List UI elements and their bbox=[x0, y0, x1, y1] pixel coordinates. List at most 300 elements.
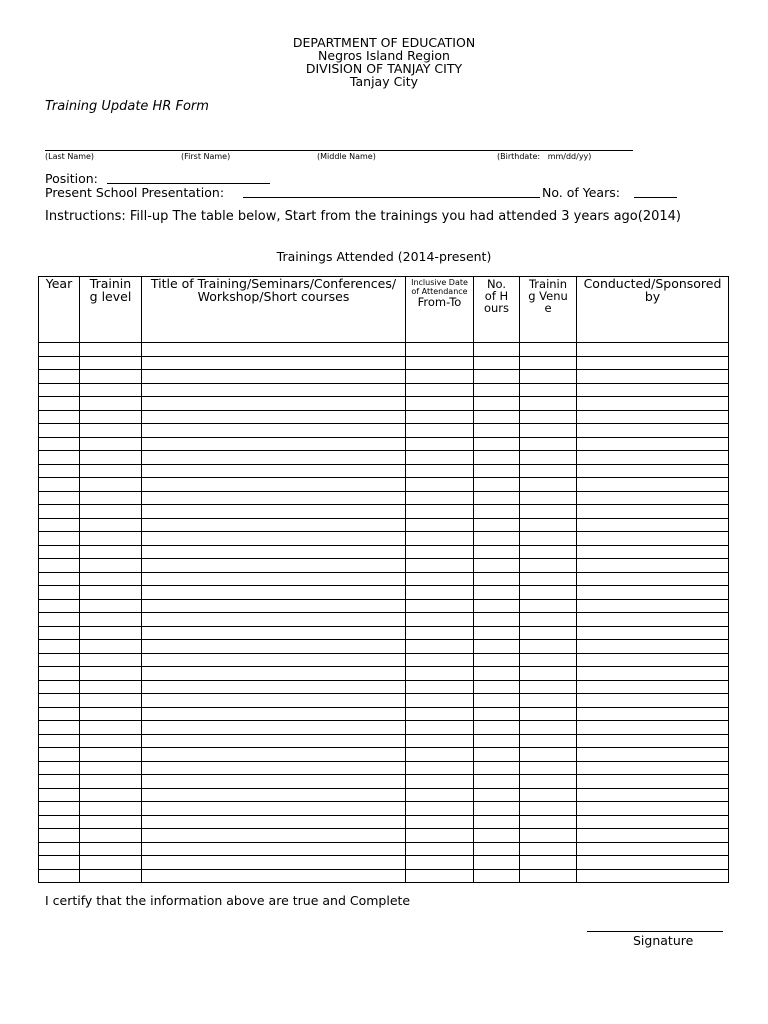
table-cell[interactable] bbox=[142, 667, 406, 681]
table-cell[interactable] bbox=[80, 626, 142, 640]
table-cell[interactable] bbox=[406, 599, 474, 613]
table-cell[interactable] bbox=[577, 545, 729, 559]
table-cell[interactable] bbox=[142, 464, 406, 478]
table-cell[interactable] bbox=[474, 856, 520, 870]
table-cell[interactable] bbox=[406, 680, 474, 694]
table-cell[interactable] bbox=[474, 599, 520, 613]
table-cell[interactable] bbox=[474, 451, 520, 465]
table-cell[interactable] bbox=[80, 829, 142, 843]
table-cell[interactable] bbox=[474, 518, 520, 532]
table-cell[interactable] bbox=[520, 586, 577, 600]
table-cell[interactable] bbox=[520, 667, 577, 681]
table-cell[interactable] bbox=[39, 572, 80, 586]
table-cell[interactable] bbox=[80, 707, 142, 721]
table-cell[interactable] bbox=[80, 761, 142, 775]
table-cell[interactable] bbox=[80, 694, 142, 708]
table-cell[interactable] bbox=[520, 694, 577, 708]
table-cell[interactable] bbox=[39, 559, 80, 573]
table-cell[interactable] bbox=[474, 559, 520, 573]
table-cell[interactable] bbox=[39, 734, 80, 748]
table-cell[interactable] bbox=[577, 842, 729, 856]
table-cell[interactable] bbox=[577, 815, 729, 829]
table-row bbox=[39, 640, 729, 654]
table-cell[interactable] bbox=[474, 437, 520, 451]
table-cell[interactable] bbox=[80, 356, 142, 370]
last-name-label: (Last Name) bbox=[45, 152, 95, 161]
table-cell[interactable] bbox=[142, 707, 406, 721]
table-cell[interactable] bbox=[80, 842, 142, 856]
table-cell[interactable] bbox=[474, 842, 520, 856]
table-cell[interactable] bbox=[406, 586, 474, 600]
table-cell[interactable] bbox=[406, 424, 474, 438]
table-cell[interactable] bbox=[80, 586, 142, 600]
table-cell[interactable] bbox=[142, 559, 406, 573]
table-cell[interactable] bbox=[406, 721, 474, 735]
table-cell[interactable] bbox=[406, 653, 474, 667]
table-cell[interactable] bbox=[142, 370, 406, 384]
table-cell[interactable] bbox=[474, 640, 520, 654]
table-cell[interactable] bbox=[39, 437, 80, 451]
table-cell[interactable] bbox=[142, 491, 406, 505]
table-cell[interactable] bbox=[474, 478, 520, 492]
table-cell[interactable] bbox=[142, 478, 406, 492]
table-cell[interactable] bbox=[142, 761, 406, 775]
table-cell[interactable] bbox=[406, 748, 474, 762]
table-cell[interactable] bbox=[577, 761, 729, 775]
table-cell[interactable] bbox=[39, 775, 80, 789]
table-cell[interactable] bbox=[474, 464, 520, 478]
table-cell[interactable] bbox=[520, 613, 577, 627]
table-cell[interactable] bbox=[80, 802, 142, 816]
table-cell[interactable] bbox=[520, 721, 577, 735]
table-cell[interactable] bbox=[474, 424, 520, 438]
table-cell[interactable] bbox=[577, 586, 729, 600]
table-cell[interactable] bbox=[577, 518, 729, 532]
table-cell[interactable] bbox=[80, 734, 142, 748]
table-cell[interactable] bbox=[474, 775, 520, 789]
table-cell[interactable] bbox=[39, 545, 80, 559]
table-cell[interactable] bbox=[142, 572, 406, 586]
table-cell[interactable] bbox=[577, 640, 729, 654]
table-row bbox=[39, 559, 729, 573]
table-row bbox=[39, 586, 729, 600]
table-cell[interactable] bbox=[80, 491, 142, 505]
table-cell[interactable] bbox=[577, 437, 729, 451]
table-cell[interactable] bbox=[520, 464, 577, 478]
form-title: Training Update HR Form bbox=[45, 99, 209, 114]
table-cell[interactable] bbox=[520, 424, 577, 438]
table-cell[interactable] bbox=[520, 356, 577, 370]
table-cell[interactable] bbox=[474, 761, 520, 775]
table-cell[interactable] bbox=[39, 370, 80, 384]
table-cell[interactable] bbox=[577, 829, 729, 843]
table-cell[interactable] bbox=[577, 424, 729, 438]
table-cell[interactable] bbox=[80, 451, 142, 465]
table-cell[interactable] bbox=[474, 491, 520, 505]
table-cell[interactable] bbox=[406, 451, 474, 465]
table-cell[interactable] bbox=[577, 505, 729, 519]
table-cell[interactable] bbox=[474, 505, 520, 519]
table-cell[interactable] bbox=[142, 437, 406, 451]
table-cell[interactable] bbox=[142, 397, 406, 411]
table-cell[interactable] bbox=[406, 343, 474, 357]
table-cell[interactable] bbox=[474, 734, 520, 748]
table-cell[interactable] bbox=[39, 856, 80, 870]
table-cell[interactable] bbox=[80, 599, 142, 613]
table-cell[interactable] bbox=[39, 410, 80, 424]
table-cell[interactable] bbox=[520, 599, 577, 613]
table-cell[interactable] bbox=[520, 734, 577, 748]
table-cell[interactable] bbox=[406, 707, 474, 721]
table-cell[interactable] bbox=[80, 424, 142, 438]
table-cell[interactable] bbox=[520, 370, 577, 384]
table-cell[interactable] bbox=[577, 856, 729, 870]
signature-line[interactable] bbox=[587, 931, 723, 932]
table-cell[interactable] bbox=[80, 680, 142, 694]
table-cell[interactable] bbox=[474, 667, 520, 681]
table-cell[interactable] bbox=[406, 559, 474, 573]
table-cell[interactable] bbox=[39, 626, 80, 640]
table-cell[interactable] bbox=[520, 437, 577, 451]
table-cell[interactable] bbox=[577, 680, 729, 694]
table-cell[interactable] bbox=[142, 653, 406, 667]
table-cell[interactable] bbox=[406, 613, 474, 627]
table-cell[interactable] bbox=[406, 856, 474, 870]
table-cell[interactable] bbox=[80, 464, 142, 478]
table-cell[interactable] bbox=[474, 370, 520, 384]
table-cell[interactable] bbox=[39, 451, 80, 465]
table-cell[interactable] bbox=[474, 545, 520, 559]
table-cell[interactable] bbox=[577, 370, 729, 384]
table-cell[interactable] bbox=[577, 451, 729, 465]
table-cell[interactable] bbox=[474, 748, 520, 762]
table-cell[interactable] bbox=[577, 707, 729, 721]
table-cell[interactable] bbox=[142, 748, 406, 762]
signature-label: Signature bbox=[633, 933, 694, 948]
table-cell[interactable] bbox=[474, 397, 520, 411]
table-cell[interactable] bbox=[474, 707, 520, 721]
table-cell[interactable] bbox=[577, 613, 729, 627]
table-cell[interactable] bbox=[142, 721, 406, 735]
table-cell[interactable] bbox=[577, 343, 729, 357]
table-cell[interactable] bbox=[520, 856, 577, 870]
table-cell[interactable] bbox=[474, 829, 520, 843]
table-cell[interactable] bbox=[520, 869, 577, 883]
table-cell[interactable] bbox=[474, 343, 520, 357]
position-field[interactable] bbox=[107, 183, 270, 184]
table-cell[interactable] bbox=[406, 815, 474, 829]
table-cell[interactable] bbox=[520, 559, 577, 573]
table-cell[interactable] bbox=[577, 869, 729, 883]
table-cell[interactable] bbox=[577, 734, 729, 748]
table-cell[interactable] bbox=[142, 788, 406, 802]
table-cell[interactable] bbox=[520, 451, 577, 465]
table-cell[interactable] bbox=[520, 748, 577, 762]
table-cell[interactable] bbox=[474, 694, 520, 708]
table-cell[interactable] bbox=[80, 856, 142, 870]
table-cell[interactable] bbox=[80, 613, 142, 627]
table-cell[interactable] bbox=[142, 680, 406, 694]
table-cell[interactable] bbox=[474, 721, 520, 735]
table-cell[interactable] bbox=[474, 383, 520, 397]
table-cell[interactable] bbox=[39, 802, 80, 816]
table-cell[interactable] bbox=[474, 802, 520, 816]
table-cell[interactable] bbox=[520, 761, 577, 775]
table-cell[interactable] bbox=[406, 842, 474, 856]
table-cell[interactable] bbox=[142, 869, 406, 883]
table-cell[interactable] bbox=[577, 356, 729, 370]
table-cell[interactable] bbox=[577, 383, 729, 397]
table-cell[interactable] bbox=[520, 802, 577, 816]
table-cell[interactable] bbox=[80, 748, 142, 762]
table-cell[interactable] bbox=[39, 680, 80, 694]
table-cell[interactable] bbox=[406, 626, 474, 640]
table-cell[interactable] bbox=[80, 397, 142, 411]
table-cell[interactable] bbox=[80, 532, 142, 546]
table-cell[interactable] bbox=[577, 410, 729, 424]
table-cell[interactable] bbox=[39, 478, 80, 492]
table-cell[interactable] bbox=[406, 788, 474, 802]
table-cell[interactable] bbox=[577, 775, 729, 789]
table-cell[interactable] bbox=[474, 586, 520, 600]
table-cell[interactable] bbox=[406, 775, 474, 789]
table-cell[interactable] bbox=[577, 694, 729, 708]
table-cell[interactable] bbox=[39, 343, 80, 357]
table-cell[interactable] bbox=[520, 572, 577, 586]
table-cell[interactable] bbox=[142, 640, 406, 654]
table-cell[interactable] bbox=[80, 775, 142, 789]
table-cell[interactable] bbox=[406, 518, 474, 532]
table-cell[interactable] bbox=[577, 397, 729, 411]
table-row bbox=[39, 667, 729, 681]
table-cell[interactable] bbox=[474, 613, 520, 627]
table-cell[interactable] bbox=[80, 788, 142, 802]
table-cell[interactable] bbox=[80, 667, 142, 681]
table-cell[interactable] bbox=[577, 559, 729, 573]
table-cell[interactable] bbox=[520, 842, 577, 856]
table-cell[interactable] bbox=[142, 545, 406, 559]
table-cell[interactable] bbox=[577, 788, 729, 802]
table-cell[interactable] bbox=[520, 532, 577, 546]
table-cell[interactable] bbox=[142, 829, 406, 843]
table-cell[interactable] bbox=[474, 356, 520, 370]
table-cell[interactable] bbox=[406, 505, 474, 519]
table-cell[interactable] bbox=[520, 626, 577, 640]
table-cell[interactable] bbox=[520, 343, 577, 357]
table-cell[interactable] bbox=[520, 397, 577, 411]
years-field[interactable] bbox=[634, 197, 677, 198]
table-cell[interactable] bbox=[520, 518, 577, 532]
table-row bbox=[39, 734, 729, 748]
table-cell[interactable] bbox=[474, 653, 520, 667]
table-cell[interactable] bbox=[39, 491, 80, 505]
table-cell[interactable] bbox=[577, 532, 729, 546]
table-cell[interactable] bbox=[577, 491, 729, 505]
table-cell[interactable] bbox=[406, 694, 474, 708]
table-cell[interactable] bbox=[406, 734, 474, 748]
table-cell[interactable] bbox=[39, 397, 80, 411]
table-cell[interactable] bbox=[39, 694, 80, 708]
table-cell[interactable] bbox=[406, 545, 474, 559]
table-cell[interactable] bbox=[520, 775, 577, 789]
table-cell[interactable] bbox=[39, 518, 80, 532]
table-cell[interactable] bbox=[39, 586, 80, 600]
table-cell[interactable] bbox=[406, 383, 474, 397]
table-cell[interactable] bbox=[577, 464, 729, 478]
table-cell[interactable] bbox=[142, 613, 406, 627]
table-cell[interactable] bbox=[406, 640, 474, 654]
table-cell[interactable] bbox=[142, 532, 406, 546]
table-cell[interactable] bbox=[142, 842, 406, 856]
table-cell[interactable] bbox=[39, 842, 80, 856]
table-cell[interactable] bbox=[39, 424, 80, 438]
table-cell[interactable] bbox=[142, 775, 406, 789]
table-cell[interactable] bbox=[39, 599, 80, 613]
table-cell[interactable] bbox=[577, 478, 729, 492]
table-cell[interactable] bbox=[520, 491, 577, 505]
table-cell[interactable] bbox=[142, 451, 406, 465]
table-cell[interactable] bbox=[406, 491, 474, 505]
table-cell[interactable] bbox=[520, 640, 577, 654]
table-cell[interactable] bbox=[474, 788, 520, 802]
table-cell[interactable] bbox=[80, 653, 142, 667]
table-cell[interactable] bbox=[406, 370, 474, 384]
table-cell[interactable] bbox=[406, 829, 474, 843]
table-cell[interactable] bbox=[39, 464, 80, 478]
table-cell[interactable] bbox=[80, 518, 142, 532]
table-cell[interactable] bbox=[577, 721, 729, 735]
table-cell[interactable] bbox=[80, 721, 142, 735]
table-cell[interactable] bbox=[142, 815, 406, 829]
table-cell[interactable] bbox=[39, 748, 80, 762]
table-cell[interactable] bbox=[474, 572, 520, 586]
table-cell[interactable] bbox=[142, 599, 406, 613]
table-cell[interactable] bbox=[142, 802, 406, 816]
table-cell[interactable] bbox=[520, 829, 577, 843]
table-cell[interactable] bbox=[39, 761, 80, 775]
table-cell[interactable] bbox=[80, 370, 142, 384]
table-cell[interactable] bbox=[520, 505, 577, 519]
table-cell[interactable] bbox=[520, 653, 577, 667]
table-cell[interactable] bbox=[142, 383, 406, 397]
table-cell[interactable] bbox=[474, 410, 520, 424]
table-cell[interactable] bbox=[474, 815, 520, 829]
table-cell[interactable] bbox=[142, 424, 406, 438]
table-cell[interactable] bbox=[39, 613, 80, 627]
table-cell[interactable] bbox=[406, 478, 474, 492]
table-cell[interactable] bbox=[142, 734, 406, 748]
table-cell[interactable] bbox=[39, 532, 80, 546]
table-cell[interactable] bbox=[406, 667, 474, 681]
table-row bbox=[39, 788, 729, 802]
table-cell[interactable] bbox=[142, 343, 406, 357]
table-cell[interactable] bbox=[39, 788, 80, 802]
table-cell[interactable] bbox=[39, 707, 80, 721]
name-field-line[interactable] bbox=[45, 150, 633, 151]
table-cell[interactable] bbox=[142, 356, 406, 370]
table-cell[interactable] bbox=[520, 707, 577, 721]
table-cell[interactable] bbox=[406, 532, 474, 546]
table-cell[interactable] bbox=[406, 356, 474, 370]
table-cell[interactable] bbox=[39, 383, 80, 397]
table-cell[interactable] bbox=[80, 559, 142, 573]
table-cell[interactable] bbox=[406, 572, 474, 586]
school-field[interactable] bbox=[243, 197, 540, 198]
table-cell[interactable] bbox=[80, 505, 142, 519]
table-cell[interactable] bbox=[142, 626, 406, 640]
table-cell[interactable] bbox=[80, 383, 142, 397]
table-cell[interactable] bbox=[80, 815, 142, 829]
table-cell[interactable] bbox=[142, 505, 406, 519]
table-cell[interactable] bbox=[39, 356, 80, 370]
table-row bbox=[39, 829, 729, 843]
table-cell[interactable] bbox=[520, 788, 577, 802]
table-cell[interactable] bbox=[142, 586, 406, 600]
table-cell[interactable] bbox=[474, 532, 520, 546]
table-cell[interactable] bbox=[80, 545, 142, 559]
table-cell[interactable] bbox=[80, 640, 142, 654]
table-cell[interactable] bbox=[39, 829, 80, 843]
table-cell[interactable] bbox=[577, 667, 729, 681]
table-cell[interactable] bbox=[520, 478, 577, 492]
table-cell[interactable] bbox=[39, 667, 80, 681]
table-cell[interactable] bbox=[406, 761, 474, 775]
table-cell[interactable] bbox=[406, 869, 474, 883]
table-cell[interactable] bbox=[474, 869, 520, 883]
table-cell[interactable] bbox=[520, 815, 577, 829]
table-cell[interactable] bbox=[80, 869, 142, 883]
table-cell[interactable] bbox=[39, 505, 80, 519]
table-cell[interactable] bbox=[474, 680, 520, 694]
table-cell[interactable] bbox=[80, 572, 142, 586]
table-cell[interactable] bbox=[474, 626, 520, 640]
table-cell[interactable] bbox=[39, 653, 80, 667]
table-cell[interactable] bbox=[142, 518, 406, 532]
table-cell[interactable] bbox=[520, 383, 577, 397]
table-cell[interactable] bbox=[39, 721, 80, 735]
table-cell[interactable] bbox=[142, 856, 406, 870]
table-cell[interactable] bbox=[39, 640, 80, 654]
table-cell[interactable] bbox=[142, 694, 406, 708]
table-cell[interactable] bbox=[142, 410, 406, 424]
table-cell[interactable] bbox=[39, 869, 80, 883]
table-row bbox=[39, 451, 729, 465]
table-cell[interactable] bbox=[577, 802, 729, 816]
table-cell[interactable] bbox=[39, 815, 80, 829]
table-cell[interactable] bbox=[80, 478, 142, 492]
table-cell[interactable] bbox=[80, 410, 142, 424]
table-cell[interactable] bbox=[406, 802, 474, 816]
table-cell[interactable] bbox=[520, 410, 577, 424]
table-cell[interactable] bbox=[520, 680, 577, 694]
table-cell[interactable] bbox=[406, 410, 474, 424]
table-cell[interactable] bbox=[577, 653, 729, 667]
table-cell[interactable] bbox=[406, 464, 474, 478]
table-cell[interactable] bbox=[577, 626, 729, 640]
table-row bbox=[39, 707, 729, 721]
table-cell[interactable] bbox=[80, 437, 142, 451]
table-cell[interactable] bbox=[406, 437, 474, 451]
col-sponsor-header: Conducted/Sponsored by bbox=[577, 277, 729, 343]
table-caption: Trainings Attended (2014-present) bbox=[276, 249, 492, 264]
table-row bbox=[39, 613, 729, 627]
table-cell[interactable] bbox=[80, 343, 142, 357]
table-cell[interactable] bbox=[577, 748, 729, 762]
table-cell[interactable] bbox=[577, 599, 729, 613]
table-cell[interactable] bbox=[406, 397, 474, 411]
table-cell[interactable] bbox=[520, 545, 577, 559]
table-cell[interactable] bbox=[577, 572, 729, 586]
